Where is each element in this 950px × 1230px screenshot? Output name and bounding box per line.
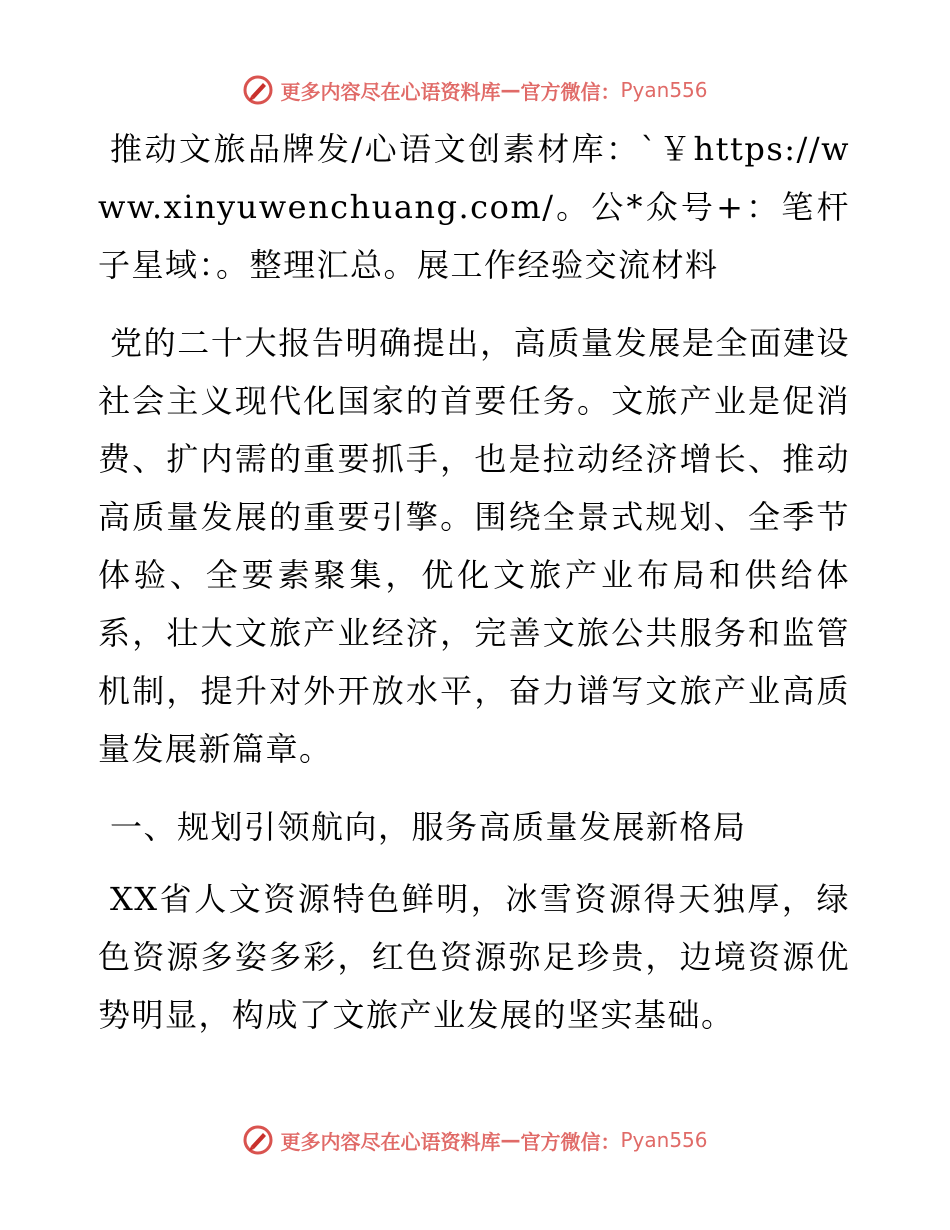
brand-logo-icon xyxy=(242,74,274,106)
watermark-handle: Pyan556 xyxy=(620,1128,708,1152)
watermark-handle: Pyan556 xyxy=(620,78,708,102)
watermark-official-label: 官方微信： xyxy=(520,79,621,104)
intro-paragraph: 推动文旅品牌发/心语文创素材库：`￥https://www.xinyuwenchuang.com/。公*众号+：笔杆子星域：。整理汇总。展工作经验交流材料 xyxy=(98,130,850,284)
section-heading: 一、规划引领航向，服务高质量发展新格局 xyxy=(110,808,747,846)
footer-watermark xyxy=(0,1120,950,1160)
document-body xyxy=(98,120,850,1064)
body-paragraph-1: 党的二十大报告明确提出，高质量发展是全面建设社会主义现代化国家的首要任务。文旅产业是促消费、扩内需的重要抓手，也是拉动经济增长、推动高质量发展的重要引擎。围绕全景式规划、全季节体验、全要素聚集，优化文旅产业布局和供给体系，壮大文旅产业经济，完善文旅公共服务和监管机制，提升对外开放水平，奋力谱写文旅产业高质量发展新篇章。 xyxy=(98,324,850,768)
watermark-dash: — xyxy=(500,1128,521,1152)
watermark-text xyxy=(280,1126,707,1155)
watermark-text xyxy=(280,76,707,105)
brand-logo-icon xyxy=(242,1124,274,1156)
watermark-brand: 更多内容尽在心语资料库 xyxy=(280,1129,501,1154)
watermark-brand: 更多内容尽在心语资料库 xyxy=(280,79,501,104)
body-paragraph-2: XX省人文资源特色鲜明，冰雪资源得天独厚，绿色资源多姿多彩，红色资源弥足珍贵，边境资源优势明显，构成了文旅产业发展的坚实基础。 xyxy=(98,880,850,1034)
watermark-official-label: 官方微信： xyxy=(520,1129,621,1154)
header-watermark xyxy=(0,70,950,110)
watermark-dash: — xyxy=(500,78,521,102)
